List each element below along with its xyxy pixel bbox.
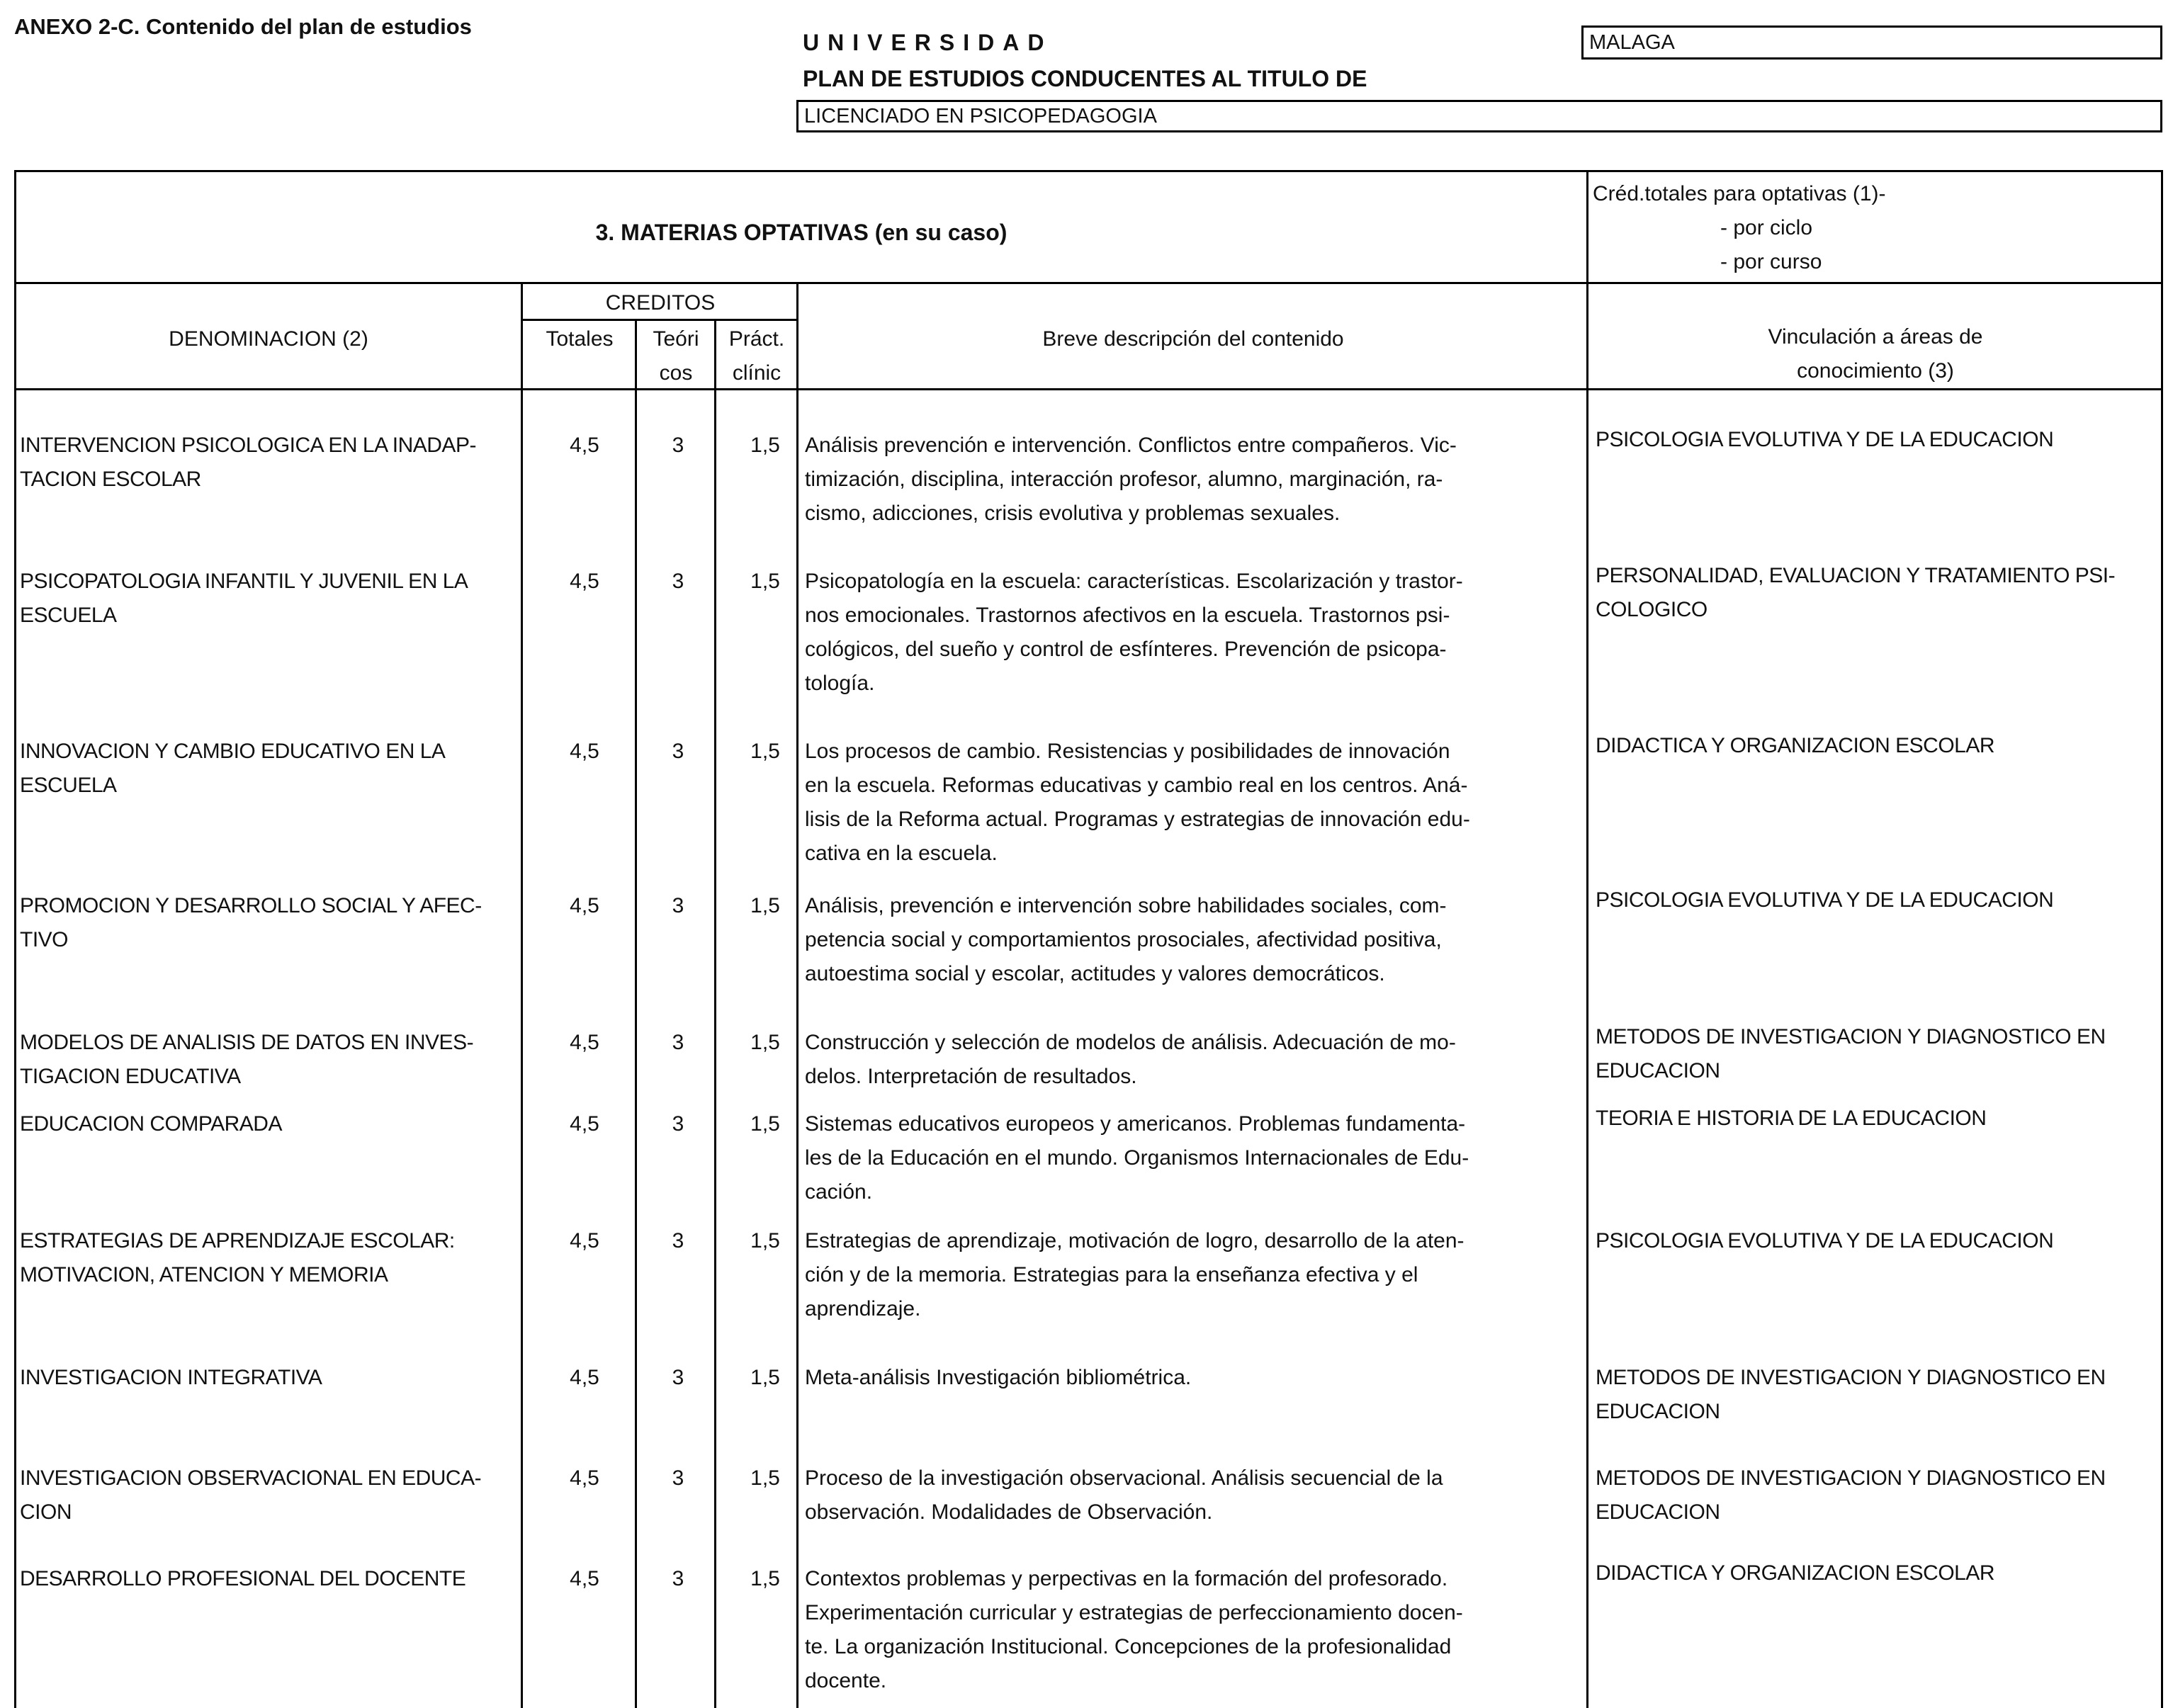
credits-theory: 3 xyxy=(672,570,684,593)
course-description xyxy=(805,1107,1542,1209)
course-description xyxy=(805,565,1542,701)
credits-theory: 3 xyxy=(672,894,684,917)
header-denominacion: DENOMINACION (2) xyxy=(169,327,368,351)
knowledge-area xyxy=(1596,423,2155,457)
header-practicos xyxy=(716,322,798,390)
course-description-line: lisis de la Reforma actual. Programas y estrategias de innovación edu- xyxy=(805,808,1470,831)
course-name-line: TACION ESCOLAR xyxy=(20,468,201,491)
optional-credits-per-course: - por curso xyxy=(1720,250,1822,273)
knowledge-area-line: DIDACTICA Y ORGANIZACION ESCOLAR xyxy=(1596,1561,1995,1585)
course-description-line: nos emocionales. Trastornos afectivos en la escuela. Trastornos psi- xyxy=(805,604,1450,627)
course-name xyxy=(20,1107,516,1141)
credits-practice: 1,5 xyxy=(750,740,780,763)
course-description-line: Proceso de la investigación observacional. Análisis secuencial de la xyxy=(805,1466,1443,1490)
course-name-line: CION xyxy=(20,1500,72,1524)
course-description-line: petencia social y comportamientos prosociales, afectividad positiva, xyxy=(805,928,1442,951)
optional-credits-per-cycle: - por ciclo xyxy=(1720,216,1813,239)
knowledge-area xyxy=(1596,1361,2155,1429)
course-description xyxy=(805,1224,1542,1326)
course-name xyxy=(20,1361,516,1395)
credits-practice: 1,5 xyxy=(750,1112,780,1136)
course-description-line: cismo, adicciones, crisis evolutiva y problemas sexuales. xyxy=(805,502,1341,525)
course-description-line: autoestima social y escolar, actitudes y valores democráticos. xyxy=(805,962,1385,985)
university-value-box xyxy=(1581,26,2162,60)
section-title: 3. MATERIAS OPTATIVAS (en su caso) xyxy=(595,220,1008,245)
knowledge-area-line: PERSONALIDAD, EVALUACION Y TRATAMIENTO PSI- xyxy=(1596,564,2116,587)
course-description xyxy=(805,429,1542,531)
rule-header-bottom xyxy=(14,388,2163,390)
course-description-line: cológicos, del sueño y control de esfínteres. Prevención de psicopa- xyxy=(805,638,1447,661)
optional-credits-totals xyxy=(1593,177,1886,279)
course-description-line: cativa en la escuela. xyxy=(805,842,998,865)
course-description xyxy=(805,1461,1542,1529)
course-name xyxy=(20,1461,516,1529)
header-teoricos xyxy=(636,322,716,390)
rule-col-teoricos xyxy=(635,319,637,1708)
knowledge-area xyxy=(1596,1224,2155,1258)
knowledge-area-line: EDUCACION xyxy=(1596,1059,1720,1082)
header-practicos-line: Práct. xyxy=(728,327,785,351)
knowledge-area-line: TEORIA E HISTORIA DE LA EDUCACION xyxy=(1596,1107,1987,1130)
rule-section-bottom xyxy=(14,282,2163,284)
course-description-line: docente. xyxy=(805,1669,887,1692)
annex-title: ANEXO 2-C. Contenido del plan de estudios xyxy=(14,14,472,39)
header-creditos: CREDITOS xyxy=(605,291,716,315)
course-description-line: Psicopatología en la escuela: características. Escolarización y trastor- xyxy=(805,570,1463,593)
credits-theory: 3 xyxy=(672,1031,684,1054)
knowledge-area-line: EDUCACION xyxy=(1596,1500,1720,1524)
header-descripcion: Breve descripción del contenido xyxy=(1042,327,1344,351)
credits-total: 4,5 xyxy=(570,1567,599,1590)
course-name-line: TIGACION EDUCATIVA xyxy=(20,1065,241,1088)
knowledge-area xyxy=(1596,883,2155,917)
course-description-line: en la escuela. Reformas educativas y cambio real en los centros. Aná- xyxy=(805,774,1468,797)
rule-col-practicos xyxy=(714,319,716,1708)
credits-total: 4,5 xyxy=(570,1366,599,1389)
course-description-line: Contextos problemas y perpectivas en la formación del profesorado. xyxy=(805,1567,1448,1590)
credits-theory: 3 xyxy=(672,434,684,457)
knowledge-area xyxy=(1596,1102,2155,1136)
course-description-line: Construcción y selección de modelos de análisis. Adecuación de mo- xyxy=(805,1031,1456,1054)
knowledge-area xyxy=(1596,1556,2155,1590)
course-description-line: observación. Modalidades de Observación. xyxy=(805,1500,1213,1524)
course-description-line: cación. xyxy=(805,1180,873,1204)
knowledge-area-line: METODOS DE INVESTIGACION Y DIAGNOSTICO EN xyxy=(1596,1466,2106,1490)
course-description-line: aprendizaje. xyxy=(805,1297,921,1320)
course-description-line: Estrategias de aprendizaje, motivación de logro, desarrollo de la aten- xyxy=(805,1229,1464,1252)
course-name xyxy=(20,1026,516,1094)
course-name-line: INVESTIGACION INTEGRATIVA xyxy=(20,1366,322,1389)
header-practicos-line: clínic xyxy=(732,361,781,385)
course-description xyxy=(805,1361,1542,1395)
credits-practice: 1,5 xyxy=(750,434,780,457)
credits-total: 4,5 xyxy=(570,740,599,763)
course-name-line: MODELOS DE ANALISIS DE DATOS EN INVES- xyxy=(20,1031,474,1054)
credits-practice: 1,5 xyxy=(750,1031,780,1054)
course-name-line: ESTRATEGIAS DE APRENDIZAJE ESCOLAR: xyxy=(20,1229,455,1252)
header-teoricos-line: cos xyxy=(659,361,693,385)
credits-practice: 1,5 xyxy=(750,570,780,593)
course-description-line: Los procesos de cambio. Resistencias y posibilidades de innovación xyxy=(805,740,1450,763)
credits-theory: 3 xyxy=(672,1229,684,1252)
course-name xyxy=(20,889,516,957)
credits-total: 4,5 xyxy=(570,434,599,457)
credits-practice: 1,5 xyxy=(750,1567,780,1590)
university-label: UNIVERSIDAD xyxy=(803,30,1053,55)
university-value: MALAGA xyxy=(1589,30,1675,54)
credits-theory: 3 xyxy=(672,1466,684,1490)
credits-total: 4,5 xyxy=(570,1112,599,1136)
knowledge-area xyxy=(1596,729,2155,763)
course-description xyxy=(805,1026,1542,1094)
credits-practice: 1,5 xyxy=(750,894,780,917)
knowledge-area-line: PSICOLOGIA EVOLUTIVA Y DE LA EDUCACION xyxy=(1596,888,2054,912)
header-teoricos-line: Teóri xyxy=(653,327,699,351)
knowledge-area-line: PSICOLOGIA EVOLUTIVA Y DE LA EDUCACION xyxy=(1596,1229,2054,1252)
knowledge-area-line: METODOS DE INVESTIGACION Y DIAGNOSTICO EN xyxy=(1596,1366,2106,1389)
course-name-line: DESARROLLO PROFESIONAL DEL DOCENTE xyxy=(20,1567,466,1590)
course-name-line: INNOVACION Y CAMBIO EDUCATIVO EN LA xyxy=(20,740,446,763)
credits-practice: 1,5 xyxy=(750,1366,780,1389)
course-name xyxy=(20,1562,516,1596)
course-description-line: les de la Educación en el mundo. Organismos Internacionales de Edu- xyxy=(805,1146,1469,1170)
course-name-line: PROMOCION Y DESARROLLO SOCIAL Y AFEC- xyxy=(20,894,482,917)
course-name-line: ESCUELA xyxy=(20,774,117,797)
course-description-line: Meta-análisis Investigación bibliométrica. xyxy=(805,1366,1192,1389)
course-name-line: MOTIVACION, ATENCION Y MEMORIA xyxy=(20,1263,388,1286)
knowledge-area xyxy=(1596,559,2155,627)
course-name xyxy=(20,429,516,497)
course-description-line: delos. Interpretación de resultados. xyxy=(805,1065,1137,1088)
degree-title-box xyxy=(796,100,2162,132)
knowledge-area-line: PSICOLOGIA EVOLUTIVA Y DE LA EDUCACION xyxy=(1596,428,2054,451)
header-vinculacion-line: conocimiento (3) xyxy=(1797,359,1954,383)
header-vinculacion xyxy=(1588,320,2162,388)
course-name-line: TIVO xyxy=(20,928,69,951)
course-description xyxy=(805,735,1542,871)
credits-theory: 3 xyxy=(672,1567,684,1590)
credits-theory: 3 xyxy=(672,1112,684,1136)
credits-total: 4,5 xyxy=(570,1031,599,1054)
credits-total: 4,5 xyxy=(570,570,599,593)
knowledge-area-line: COLOGICO xyxy=(1596,598,1708,621)
course-name-line: PSICOPATOLOGIA INFANTIL Y JUVENIL EN LA xyxy=(20,570,468,593)
credits-total: 4,5 xyxy=(570,894,599,917)
plan-label: PLAN DE ESTUDIOS CONDUCENTES AL TITULO DE xyxy=(803,66,1367,91)
course-name xyxy=(20,735,516,803)
course-description-line: Análisis prevención e intervención. Conflictos entre compañeros. Vic- xyxy=(805,434,1457,457)
credits-practice: 1,5 xyxy=(750,1229,780,1252)
course-name-line: EDUCACION COMPARADA xyxy=(20,1112,282,1136)
degree-title-value: LICENCIADO EN PSICOPEDAGOGIA xyxy=(804,104,1157,128)
knowledge-area xyxy=(1596,1461,2155,1529)
course-description-line: ción y de la memoria. Estrategias para la enseñanza efectiva y el xyxy=(805,1263,1418,1286)
course-description-line: timización, disciplina, interacción profesor, alumno, marginación, ra- xyxy=(805,468,1443,491)
knowledge-area-line: METODOS DE INVESTIGACION Y DIAGNOSTICO EN xyxy=(1596,1025,2106,1048)
optional-credits-label: Créd.totales para optativas (1)- xyxy=(1593,182,1886,205)
rule-col-vinculacion xyxy=(1586,170,1588,1708)
course-description-line: Análisis, prevención e intervención sobre habilidades sociales, com- xyxy=(805,894,1447,917)
credits-total: 4,5 xyxy=(570,1229,599,1252)
header-vinculacion-line: Vinculación a áreas de xyxy=(1768,325,1983,349)
knowledge-area-line: EDUCACION xyxy=(1596,1400,1720,1423)
credits-practice: 1,5 xyxy=(750,1466,780,1490)
course-name-line: ESCUELA xyxy=(20,604,117,627)
course-name-line: INTERVENCION PSICOLOGICA EN LA INADAP- xyxy=(20,434,476,457)
credits-theory: 3 xyxy=(672,1366,684,1389)
course-description-line: tología. xyxy=(805,672,875,695)
course-description xyxy=(805,889,1542,991)
course-name xyxy=(20,1224,516,1292)
course-name-line: INVESTIGACION OBSERVACIONAL EN EDUCA- xyxy=(20,1466,482,1490)
credits-theory: 3 xyxy=(672,740,684,763)
course-description xyxy=(805,1562,1542,1698)
credits-total: 4,5 xyxy=(570,1466,599,1490)
course-name xyxy=(20,565,516,633)
rule-col-totales xyxy=(521,282,523,1708)
header-totales: Totales xyxy=(546,327,614,351)
knowledge-area-line: DIDACTICA Y ORGANIZACION ESCOLAR xyxy=(1596,734,1995,757)
course-description-line: te. La organización Institucional. Concepciones de la profesionalidad xyxy=(805,1635,1452,1658)
knowledge-area xyxy=(1596,1020,2155,1088)
course-description-line: Sistemas educativos europeos y americanos. Problemas fundamenta- xyxy=(805,1112,1466,1136)
course-description-line: Experimentación curricular y estrategias de perfeccionamiento docen- xyxy=(805,1601,1463,1624)
